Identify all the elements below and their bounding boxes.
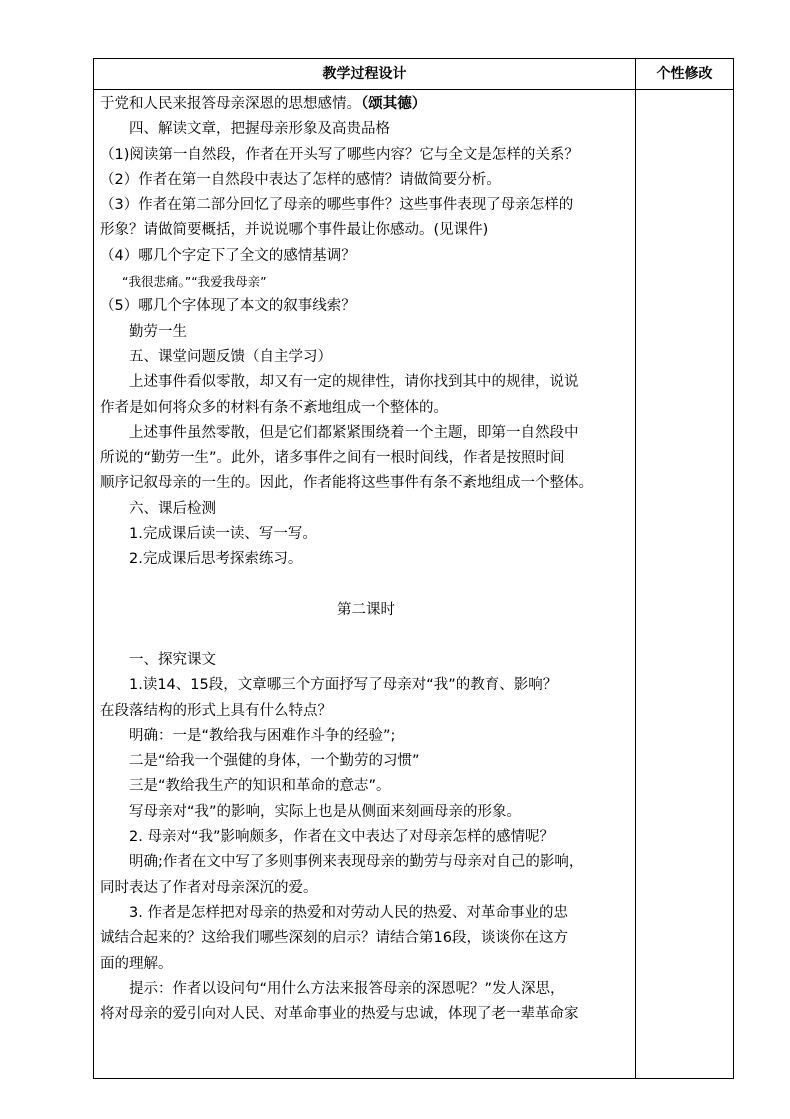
- author-tag: （颂其德）: [361, 96, 427, 112]
- section-heading: 一、探究课文: [129, 651, 216, 668]
- answer-line: 三是“教给我生产的知识和革命的意志”。: [129, 778, 391, 795]
- question-line: 1.读14、15段，文章哪三个方面抒写了母亲对“我”的教育、影响？: [129, 677, 558, 694]
- list-item: 2.完成课后思考探索练习。: [129, 551, 303, 568]
- question-line: （5）哪几个字体现了本文的叙事线索？: [100, 298, 356, 315]
- teaching-process-content: [100, 92, 632, 1027]
- text-line: 上述事件看似零散，却又有一定的规律性，请你找到其中的规律，说说: [129, 374, 579, 391]
- text-line: 上述事件虽然零散，但是它们都紧紧围绕着一个主题，即第一自然段中: [129, 424, 579, 441]
- answer-line: “我很悲痛。”“我爱我母亲”: [122, 274, 267, 290]
- lesson-plan-table: [93, 58, 734, 1079]
- question-line: 3. 作者是怎样把对母亲的热爱和对劳动人民的热爱、对革命事业的忠: [129, 904, 568, 921]
- text-line: 所说的“勤劳一生”。此外，诸多事件之间有一根时间线，作者是按照时间: [100, 450, 565, 467]
- question-line: 诚结合起来的？这给我们哪些深刻的启示？请结合第16段，谈谈你在这方: [100, 930, 568, 947]
- text-line: 于党和人民来报答母亲深恩的思想感情。（颂其德）: [100, 96, 427, 112]
- lesson-title: 第二课时: [337, 601, 395, 618]
- answer-line: 同时表达了作者对母亲深沉的爱。: [100, 879, 318, 896]
- spacer: [100, 623, 632, 648]
- header-teaching-process: 教学过程设计: [322, 66, 407, 82]
- answer-line: 明确：一是“教给我与困难作斗争的经验”;: [129, 727, 396, 744]
- section-heading: 六、课后检测: [129, 500, 216, 517]
- column-divider: [635, 59, 636, 1078]
- text-line: 写母亲对“我”的影响，实际上也是从侧面来刻画母亲的形象。: [129, 803, 522, 820]
- answer-line: 二是“给我一个强健的身体，一个勤劳的习惯”: [129, 753, 420, 770]
- text-line: 顺序记叙母亲的一生的。因此，作者能将这些事件有条不紊地组成一个整体。: [100, 475, 593, 492]
- question-line: （2）作者在第一自然段中表达了怎样的感情？请做简要分析。: [100, 171, 501, 188]
- table-header-row: [94, 59, 733, 90]
- question-line: （1)阅读第一自然段，作者在开头写了哪些内容？它与全文是怎样的关系？: [100, 146, 579, 163]
- section-heading: 五、课堂问题反馈（自主学习）: [129, 348, 332, 365]
- header-personal-revision: 个性修改: [656, 66, 713, 82]
- answer-line: 明确;作者在文中写了多则事例来表现母亲的勤劳与母亲对自己的影响，: [129, 854, 584, 871]
- list-item: 1.完成课后读一读、写一写。: [129, 526, 317, 543]
- question-line: （4）哪几个字定下了全文的感情基调？: [100, 247, 356, 264]
- hint-line: 提示：作者以设问句“用什么方法来报答母亲的深恩呢？”发人深思，: [129, 980, 565, 997]
- question-line: 2. 母亲对“我”影响颇多，作者在文中表达了对母亲怎样的感情呢？: [129, 829, 554, 846]
- answer-line: 勤劳一生: [129, 323, 187, 340]
- question-line: 面的理解。: [100, 955, 173, 972]
- text-line: 作者是如何将众多的材料有条不紊地组成一个整体的。: [100, 399, 448, 416]
- spacer: [100, 573, 632, 598]
- question-line: （3）作者在第二部分回忆了母亲的哪些事件？这些事件表现了母亲怎样的: [100, 197, 574, 214]
- question-line: 在段落结构的形式上具有什么特点？: [100, 702, 332, 719]
- section-heading: 四、解读文章，把握母亲形象及高贵品格: [129, 121, 390, 138]
- hint-line: 将对母亲的爱引向对人民、对革命事业的热爱与忠诚，体现了老一辈革命家: [100, 1006, 579, 1023]
- text-line: 形象？请做简要概括，并说说哪个事件最让你感动。(见课件): [100, 222, 489, 239]
